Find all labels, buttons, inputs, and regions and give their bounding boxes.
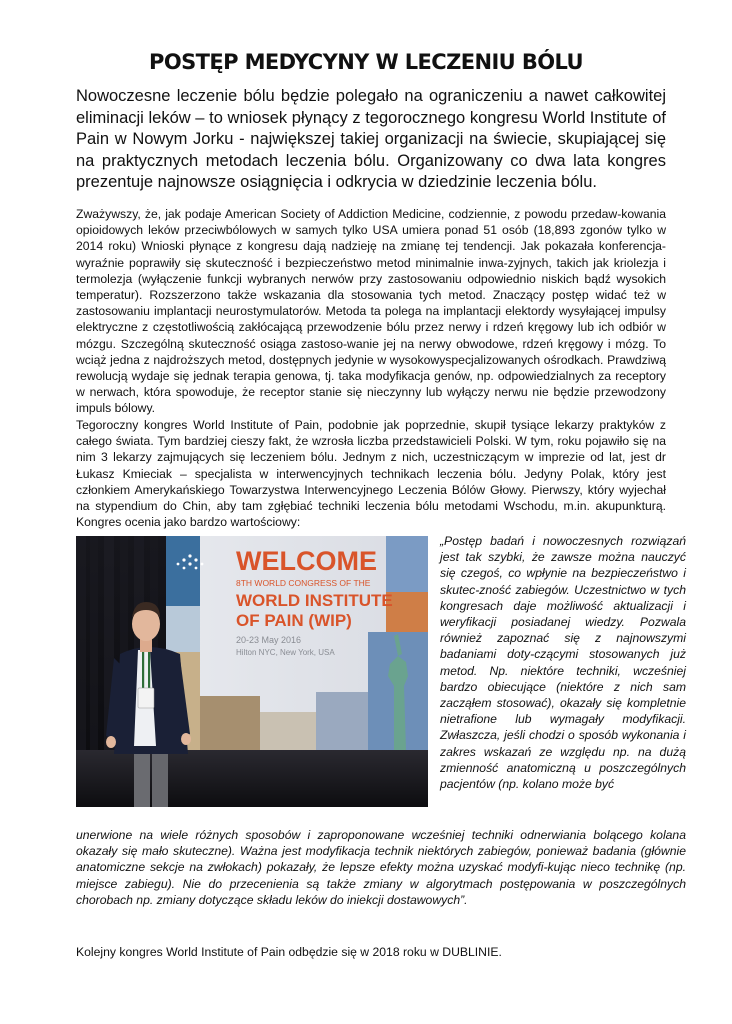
banner-dates: 20-23 May 2016 [236,635,302,645]
banner-line-1: 8TH WORLD CONGRESS OF THE [236,578,371,588]
quote-part-2: unerwione na wiele różnych sposobów i zaproponowane wcześniej techniki odnerwiania bolącego kolana okazały się mało skuteczne). Ważna jest modyfikacja technik niektórych zabiegów, ponieważ badania (głównie anatomiczne sekcje na zwłokach) pokazały, że lepsze efekty można uzyskać modyfi-kując nieco technikę (np. miejsce zabiegu). Nie do przecenienia są także zmiany w algorytmach postępowania w poszczególnych chorobach np. zmiany dotyczące składu leków do iniekcji dostawowych”. [76,828,686,907]
banner-venue: Hilton NYC, New York, USA [236,648,335,657]
footer-note: Kolejny kongres World Institute of Pain odbędzie się w 2018 roku w DUBLINIE. [76,945,502,959]
body-paragraph-1: Zważywszy, że, jak podaje American Society of Addiction Medicine, codziennie, z powodu przedaw-kowania opioidowych leków przeciwbólowych w samych tylko USA umiera ponad 51 osób (18,893 zgonów tylko w 2014 roku) Wnioski płynące z kongresu dają nadzieję na zmianę tej tendencji. Jak pokazała konferencja- wyraźnie poprawiły się skuteczność i bezpieczeństwo metod minimalnie inwa-zyjnych, takich jak kriolezja i termolezja (wyłączenie funkcji wybranych nerwów przy zastosowaniu odpowiednio niskich bądź wysokich temperatur). Rozszerzono także wskazania dla stosowania tych metod. Znaczący postęp widać też w zastosowaniu implantacji neurostymulatorów. Metoda ta polega na implantacji elektordy wysyłającej impulsy elektryczne z częstotliwością zakłócającą przewodzenie bólu przez nerwy i rdzeń kręgowy lub ich odbiór w mózgu. Szczególną skuteczność osiąga zastoso-wanie jej na nerwy obwodowe, rdzeń kręgowy i mózg. To wciąż jedna z najdroższych metod, dostępnych jedynie w wysokowyspecjalizowanych ośrodkach. Prawdziwą rewolucją wydaje się jednak terapia genowa, tj. taka modyfikacja genów, np. odpowiedzialnych za receptory w nerwach, która spowoduje, że receptor stanie się nieczynny lub wyłączy nerwu nie będzie przewodzony impuls bólowy. [76,207,666,416]
banner-welcome-text: WELCOME [236,546,377,576]
lead-paragraph: Nowoczesne leczenie bólu będzie polegało na ograniczeniu a nawet całkowitej eliminacji leków – to wniosek płynący z tegorocznego kongresu World Institute of Pain w Nowym Jorku - największej takiej organizacji na świecie, skupiającej się na praktycznych metodach leczenia bólu. Organizowany co dwa lata kongres prezentuje najnowsze osiągnięcia i odkrycia w dziedzinie leczenia bólu. [76,87,666,191]
article-title: POSTĘP MEDYCYNY W LECZENIU BÓLU [149,50,583,74]
quote-part-1: „Postęp badań i nowoczesnych rozwiązań jest tak szybki, że zawsze można nauczyć się czegoś, co wpłynie na bezpieczeństwo i skutec-zność zabiegów. Uczestnictwo w tych kongresach daje możliwość aktualizacji i weryfikacji posiadanej wiedzy. Pozwala również zapoznać się z najnowszymi badaniami doty-czącymi stosowanych już metod. Np. niektóre techniki, wcześniej bardzo obiecujące (niektóre z nich sam zacząłem stosować), okazały się kompletnie nietrafione lub wymagały modyfikacji. Zwłaszcza, jeśli chodzi o sposób wykonania i zakres wskazań ze względu np. na dużą zmienność anatomiczną u poszczególnych pacjentów (np. kolano może być [440,534,686,792]
congress-photo [76,536,428,807]
banner-line-3: OF PAIN (WIP) [236,611,352,630]
banner-line-2: WORLD INSTITUTE [236,591,393,610]
body-paragraph-2: Tegoroczny kongres World Institute of Pain, podobnie jak poprzednie, skupił tysiące lekarzy praktyków z całego świata. Tym bardziej cieszy fakt, że wzrosła liczba przedstawicieli Polski. W tym, roku pojawiło się na nim 3 lekarzy zajmujących się leczeniem bólu. Jednym z nich, uczestniczącym w imprezie od lat, jest dr Łukasz Kmieciak – specjalista w interwencyjnych technikach leczenia bólu. Jedyny Polak, który jest członkiem Amerykańskiego Towarzystwa Interwencyjnego Leczenia Bólów Głowy. Pierwszy, który wyjechał na stypendium do Chin, aby tam zgłębiać techniki leczenia bólu metodami Wschodu, m.in. akupunkturą. Kongres ocenia jako bardzo wartościowy: [76,418,666,530]
